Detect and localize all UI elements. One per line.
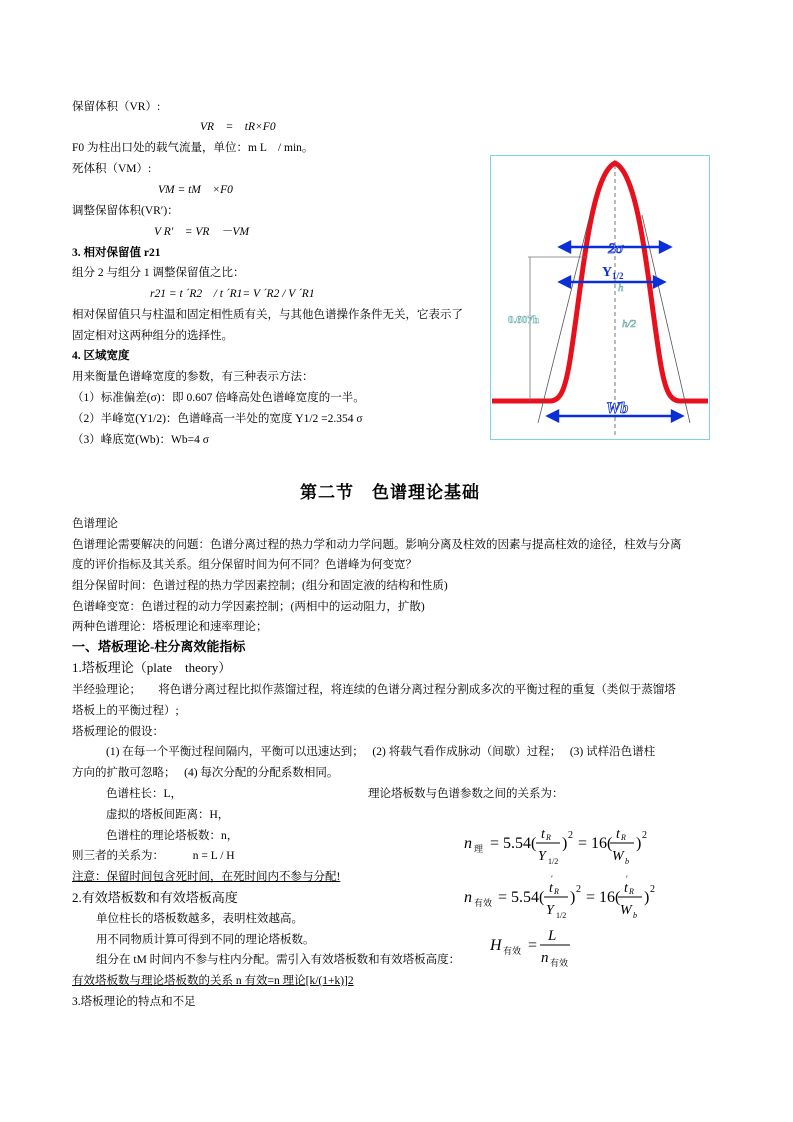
svg-text:R: R — [629, 887, 634, 896]
svg-text:W: W — [620, 903, 632, 918]
label-wb: Wb — [606, 400, 629, 417]
half-width-item: （2）半峰宽(Y1/2)：色谱峰高一半处的宽度 Y1/2 =2.354 σ — [72, 413, 363, 425]
plate-relation-intro: 理论塔板数与色谱参数之间的关系为： — [368, 788, 564, 800]
effective-note-2: 用不同物质计算可得到不同的理论塔板数。 — [96, 934, 315, 946]
peak-broadening-note: 色谱峰变宽：色谱过程的动力学因素控制；(两相中的运动阻力，扩散) — [72, 601, 425, 613]
assumptions-line-1: (1) 在每一个平衡过程间隔内，平衡可以迅速达到； (2) 将载气看作成脉动（间歇）过程； (3) 试样沿色谱柱 — [106, 746, 656, 758]
adjusted-volume-formula: V R′ = VR －VM — [154, 226, 250, 238]
svg-text:b: b — [633, 911, 637, 920]
svg-text:): ) — [636, 835, 642, 852]
svg-text:Y: Y — [546, 903, 554, 918]
svg-text:Y: Y — [538, 849, 546, 864]
semi-empirical-desc-2: 塔板上的平衡过程）; — [72, 705, 179, 717]
svg-text:n: n — [464, 835, 472, 852]
effective-relation: 有效塔板数与理论塔板数的关系 n 有效=n 理论[k/(1+k)]2 — [72, 975, 354, 987]
relative-retention-note-1: 相对保留值只与柱温和固定相性质有关，与其他色谱操作条件无关，它表示了 — [72, 309, 463, 321]
retention-volume-formula: VR = tR×F0 — [200, 121, 276, 133]
equation-h-effective — [488, 924, 588, 972]
retention-time-note: 组分保留时间：色谱过程的热力学因素控制；(组分和固定液的结构和性质) — [72, 580, 448, 592]
flow-rate-desc: F0 为柱出口处的载气流量，单位：m L / min。 — [72, 142, 314, 154]
zone-width-heading: 4. 区域宽度 — [72, 350, 130, 362]
label-y-sub: 1/2 — [612, 271, 624, 281]
svg-text:): ) — [644, 889, 650, 906]
svg-text:n: n — [464, 889, 472, 906]
svg-text:R: R — [554, 887, 559, 896]
label-h: h — [618, 282, 624, 294]
adjusted-volume-label: 调整保留体积(VR′)： — [72, 205, 179, 217]
svg-text:): ) — [570, 889, 576, 906]
assumptions-line-2: 方向的扩散可忽略； (4) 每次分配的分配系数相同。 — [72, 767, 339, 779]
svg-text:): ) — [562, 835, 568, 852]
svg-text:= 5.54(: = 5.54( — [490, 835, 537, 852]
svg-text:有效: 有效 — [474, 898, 493, 908]
svg-text:′: ′ — [626, 874, 628, 884]
zone-width-desc: 用来衡量色谱峰宽度的参数，有三种表示方法： — [72, 371, 314, 383]
label-2sigma: 2σ — [608, 241, 623, 257]
chrom-theory-desc-1: 色谱理论需要解决的问题：色谱分离过程的热力学和动力学问题。影响分离及柱效的因素与提高柱效的途径，柱效与分离 — [72, 539, 682, 551]
svg-text:R: R — [621, 833, 626, 842]
equation-n-effective — [460, 874, 670, 924]
svg-text:理: 理 — [474, 844, 484, 854]
plate-theory-subheading: 1.塔板理论（plate theory） — [72, 660, 232, 675]
svg-text:t: t — [549, 881, 553, 896]
std-deviation-item: （1）标准偏差(σ)：即 0.607 倍峰高处色谱峰宽度的一半。 — [72, 392, 365, 404]
svg-text:t: t — [616, 827, 620, 842]
two-theories-note: 两种色谱理论：塔板理论和速率理论； — [72, 621, 268, 633]
chrom-theory-label: 色谱理论 — [72, 518, 118, 530]
relative-retention-desc: 组分 2 与组分 1 调整保留值之比： — [72, 267, 245, 279]
svg-text:= 16(: = 16( — [578, 835, 613, 852]
base-width-item: （3）峰底宽(Wb)：Wb=4 σ — [72, 434, 209, 446]
section-title: 第二节 色谱理论基础 — [300, 483, 480, 502]
relation-n-lh: 则三者的关系为： n = L / H — [72, 850, 235, 862]
svg-text:2: 2 — [650, 884, 655, 895]
assumptions-label: 塔板理论的假设： — [72, 726, 164, 738]
dead-volume-formula: VM = tM ×F0 — [158, 184, 233, 196]
svg-text:H: H — [490, 937, 502, 954]
svg-text:= 16(: = 16( — [586, 889, 621, 906]
equation-n-theoretical — [460, 820, 660, 870]
dead-volume-label: 死体积（VM）: — [72, 163, 152, 175]
label-y: Y — [602, 265, 613, 280]
svg-text:t: t — [541, 827, 545, 842]
svg-text:L: L — [548, 928, 557, 944]
effective-note-3: 组分在 tM 时间内不参与柱内分配。需引入有效塔板数和有效塔板高度： — [96, 954, 461, 966]
plate-number-def: 色谱柱的理论塔板数：n， — [106, 830, 239, 842]
svg-text:R: R — [546, 833, 551, 842]
svg-text:2: 2 — [576, 884, 581, 895]
relative-retention-formula: r21 = t ´R2 / t ´R1= V ´R2 / V ´R1 — [150, 288, 315, 300]
svg-text:′: ′ — [551, 874, 553, 884]
svg-text:有效: 有效 — [503, 946, 522, 956]
plate-theory-limits-heading: 3.塔板理论的特点和不足 — [72, 996, 196, 1008]
relative-retention-heading: 3. 相对保留值 r21 — [72, 247, 161, 259]
svg-text:2: 2 — [568, 830, 573, 841]
figure-border — [491, 156, 710, 440]
effective-plates-heading: 2.有效塔板数和有效塔板高度 — [72, 890, 238, 905]
label-0607h: 0.607h — [508, 314, 539, 326]
chrom-theory-desc-2: 度的评价指标及其关系。组分保留时间为何不同？色谱峰为何变宽？ — [72, 559, 417, 571]
svg-text:= 5.54(: = 5.54( — [498, 889, 545, 906]
relative-retention-note-2: 固定相对这两种组分的选择性。 — [72, 330, 233, 342]
svg-text:W: W — [612, 849, 624, 864]
svg-text:1/2: 1/2 — [548, 857, 559, 866]
label-h2: h/2 — [622, 318, 637, 330]
svg-text:n: n — [541, 950, 549, 966]
plate-height-def: 虚拟的塔板间距离：H， — [106, 809, 230, 821]
effective-note-1: 单位柱长的塔板数越多，表明柱效越高。 — [96, 913, 303, 925]
svg-text:1/2: 1/2 — [556, 911, 567, 920]
semi-empirical-desc-1: 半经验理论； 将色谱分离过程比拟作蒸馏过程，将连续的色谱分离过程分割成多次的平衡过程的重复（类似于蒸馏塔 — [72, 684, 676, 696]
svg-text:t: t — [624, 881, 628, 896]
chromatogram-peak-figure — [490, 155, 710, 440]
column-length-def: 色谱柱长：L， — [106, 788, 183, 800]
svg-text:b: b — [625, 857, 629, 866]
plate-theory-heading: 一、塔板理论-柱分离效能指标 — [72, 639, 246, 654]
svg-text:=: = — [528, 937, 538, 954]
dead-time-note: 注意：保留时间包含死时间，在死时间内不参与分配! — [72, 871, 341, 883]
retention-volume-label: 保留体积（VR）: — [72, 101, 161, 113]
svg-text:2: 2 — [642, 830, 647, 841]
svg-text:有效: 有效 — [550, 958, 569, 968]
